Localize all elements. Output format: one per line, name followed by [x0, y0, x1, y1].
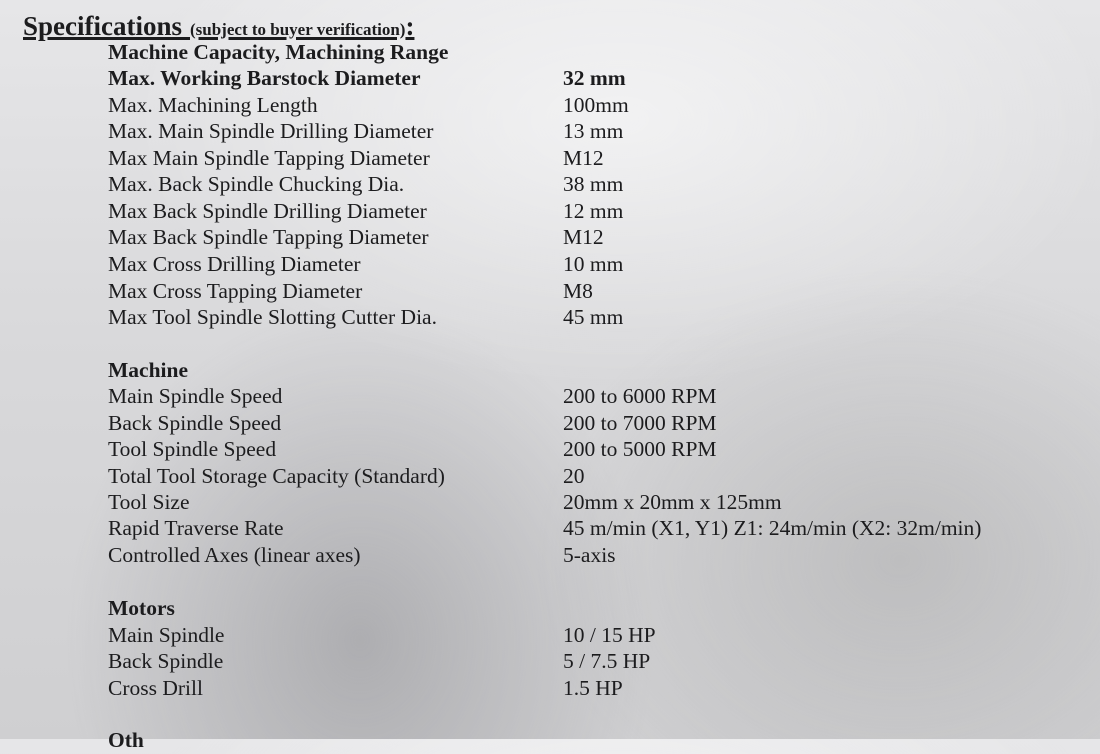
spec-value: 32 mm	[563, 66, 626, 90]
spec-label: Max Cross Drilling Diameter	[108, 252, 361, 276]
spec-row	[0, 622, 1100, 649]
spec-label: Tool Size	[108, 490, 190, 514]
spec-value: 20mm x 20mm x 125mm	[563, 490, 782, 514]
spec-row	[0, 383, 1100, 410]
spec-label: Back Spindle	[108, 649, 224, 673]
spec-label: Tool Spindle Speed	[108, 437, 277, 461]
spec-row	[0, 304, 1100, 331]
title-colon: :	[405, 11, 415, 41]
spec-row	[0, 251, 1100, 278]
spec-row	[0, 118, 1100, 145]
spec-value: 5-axis	[563, 543, 616, 567]
spec-value: 45 m/min (X1, Y1) Z1: 24m/min (X2: 32m/min)	[563, 516, 982, 540]
spec-row	[0, 65, 1100, 92]
spec-value: 200 to 7000 RPM	[563, 411, 717, 435]
machine-heading	[0, 357, 1100, 384]
spec-value: 13 mm	[563, 119, 624, 143]
spec-row	[0, 278, 1100, 305]
spec-row	[0, 224, 1100, 251]
specifications-title	[23, 8, 414, 40]
spec-value: 1.5 HP	[563, 676, 623, 700]
spec-label: Cross Drill	[108, 676, 203, 700]
spec-value: 10 / 15 HP	[563, 623, 656, 647]
spec-row	[0, 92, 1100, 119]
spec-value: 5 / 7.5 HP	[563, 649, 651, 673]
title-main: Specifications	[23, 11, 182, 41]
spec-row	[0, 675, 1100, 702]
spec-value: 20	[563, 464, 585, 488]
spec-row	[0, 171, 1100, 198]
section-heading: Motors	[108, 596, 175, 620]
spec-label: Max Back Spindle Drilling Diameter	[108, 199, 427, 223]
spec-label: Max. Machining Length	[108, 93, 318, 117]
spec-row	[0, 410, 1100, 437]
spec-row	[0, 542, 1100, 569]
cutoff-heading: Oth	[108, 728, 144, 752]
spec-label: Main Spindle	[108, 623, 225, 647]
spec-value: 100mm	[563, 93, 629, 117]
spec-value: 38 mm	[563, 172, 624, 196]
capacity-heading	[0, 39, 1100, 66]
spec-label: Back Spindle Speed	[108, 411, 282, 435]
spec-row	[0, 463, 1100, 490]
spec-value: 200 to 5000 RPM	[563, 437, 717, 461]
spec-value: M12	[563, 225, 604, 249]
spec-value: 200 to 6000 RPM	[563, 384, 717, 408]
spec-value: M8	[563, 279, 593, 303]
spec-row	[0, 648, 1100, 675]
spec-label: Max Main Spindle Tapping Diameter	[108, 146, 430, 170]
spec-value: 12 mm	[563, 199, 624, 223]
title-subtitle: (subject to buyer verification)	[190, 20, 406, 39]
spec-label: Rapid Traverse Rate	[108, 516, 284, 540]
spec-label: Total Tool Storage Capacity (Standard)	[108, 464, 445, 488]
motors-heading	[0, 595, 1100, 622]
section-heading: Machine Capacity, Machining Range	[108, 40, 449, 64]
spec-label: Controlled Axes (linear axes)	[108, 543, 361, 567]
spec-label: Max. Back Spindle Chucking Dia.	[108, 172, 405, 196]
section-heading: Machine	[108, 358, 189, 382]
spec-label: Max. Working Barstock Diameter	[108, 66, 421, 90]
spec-row	[0, 145, 1100, 172]
spec-value: 10 mm	[563, 252, 624, 276]
spec-label: Main Spindle Speed	[108, 384, 283, 408]
spec-row	[0, 489, 1100, 516]
spec-value: 45 mm	[563, 305, 624, 329]
spec-value: M12	[563, 146, 604, 170]
spec-label: Max Tool Spindle Slotting Cutter Dia.	[108, 305, 437, 329]
spec-label: Max Cross Tapping Diameter	[108, 279, 363, 303]
spec-label: Max Back Spindle Tapping Diameter	[108, 225, 429, 249]
spec-row	[0, 515, 1100, 542]
spec-label: Max. Main Spindle Drilling Diameter	[108, 119, 434, 143]
spec-row	[0, 436, 1100, 463]
spec-row	[0, 198, 1100, 225]
